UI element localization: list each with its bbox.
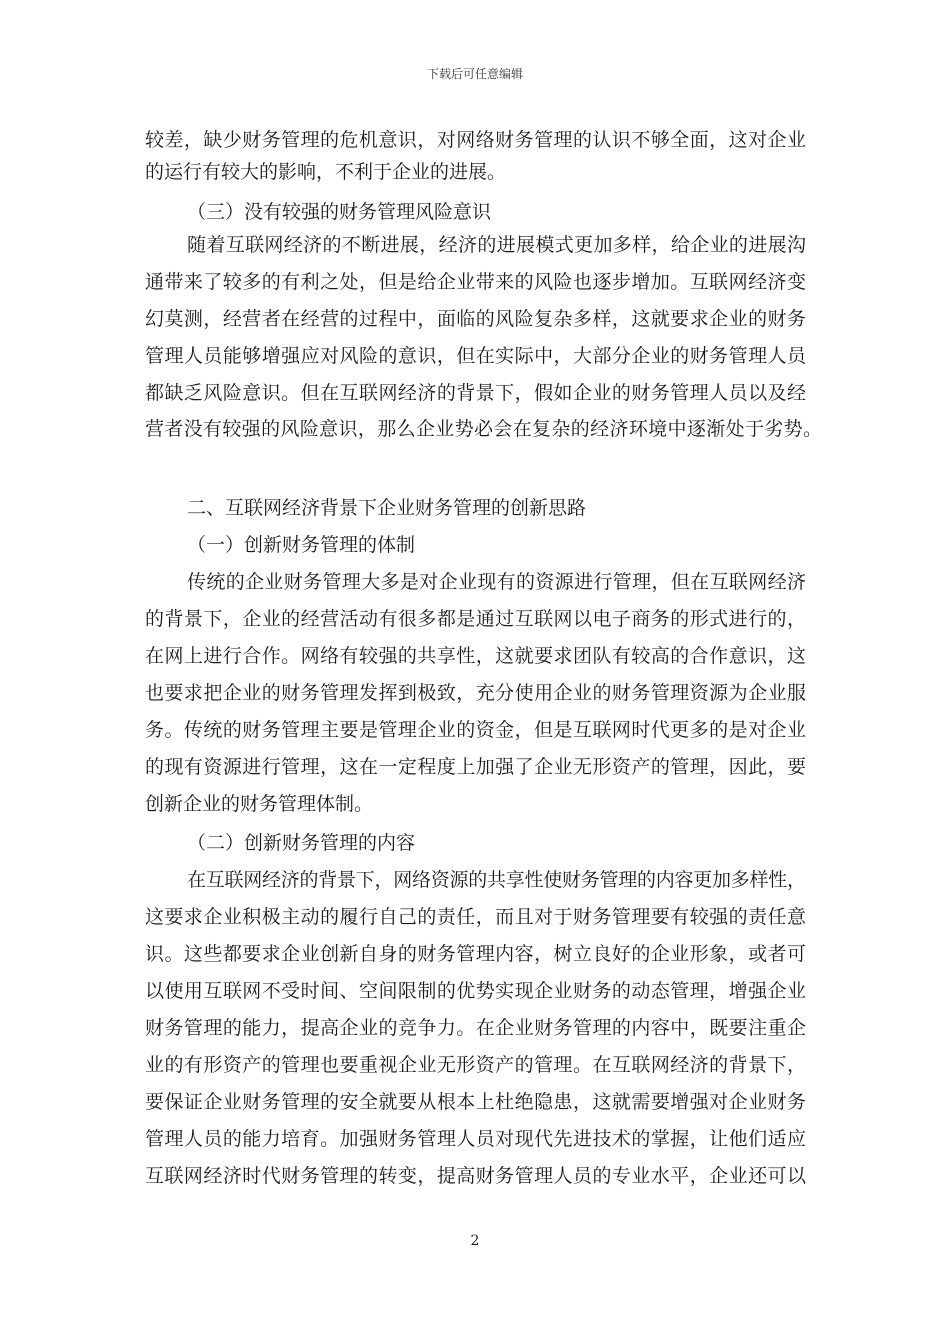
- text-line: 识。这些都要求企业创新自身的财务管理内容，树立良好的企业形象，或者可: [145, 943, 807, 965]
- text-line: 的背景下，企业的经营活动有很多都是通过互联网以电子商务的形式进行的，: [145, 608, 807, 630]
- text-line: 务。传统的财务管理主要是管理企业的资金，但是互联网时代更多的是对企业: [145, 719, 807, 741]
- text-line: 较差，缺少财务管理的危机意识，对网络财务管理的认识不够全面，这对企业: [145, 129, 807, 151]
- text-line: 管理人员的能力培育。加强财务管理人员对现代先进技术的掌握，让他们适应: [145, 1128, 807, 1150]
- text-line: 幻莫测，经营者在经营的过程中，面临的风险复杂多样，这就要求企业的财务: [145, 308, 807, 330]
- text-line: 要保证企业财务管理的安全就要从根本上杜绝隐患，这就需要增强对企业财务: [145, 1091, 807, 1113]
- section-heading: （三）没有较强的财务管理风险意识: [187, 201, 492, 223]
- text-line: 以使用互联网不受时间、空间限制的优势实现企业财务的动态管理，增强企业: [145, 980, 807, 1002]
- text-line: 传统的企业财务管理大多是对企业现有的资源进行管理，但在互联网经济: [187, 571, 807, 593]
- text-line: 管理人员能够增强应对风险的意识，但在实际中，大部分企业的财务管理人员: [145, 345, 807, 367]
- text-line: 创新企业的财务管理体制。: [145, 793, 374, 815]
- text-line: 通带来了较多的有利之处，但是给企业带来的风险也逐步增加。互联网经济变: [145, 271, 807, 293]
- text-line: 都缺乏风险意识。但在互联网经济的背景下，假如企业的财务管理人员以及经: [145, 382, 807, 404]
- text-line: 的运行有较大的影响，不利于企业的进展。: [145, 161, 507, 183]
- text-line: 的现有资源进行管理，这在一定程度上加强了企业无形资产的管理，因此，要: [145, 756, 807, 778]
- chapter-heading: 二、互联网经济背景下企业财务管理的创新思路: [187, 497, 587, 519]
- text-line: 互联网经济时代财务管理的转变，提高财务管理人员的专业水平，企业还可以: [145, 1165, 807, 1187]
- text-line: 在网上进行合作。网络有较强的共享性，这就要求团队有较高的合作意识，这: [145, 645, 807, 667]
- text-line: 财务管理的能力，提高企业的竞争力。在企业财务管理的内容中，既要注重企: [145, 1017, 807, 1039]
- section-heading: （一）创新财务管理的体制: [187, 534, 416, 556]
- text-line: 这要求企业积极主动的履行自己的责任，而且对于财务管理要有较强的责任意: [145, 906, 807, 928]
- text-line: 在互联网经济的背景下，网络资源的共享性使财务管理的内容更加多样性，: [187, 869, 806, 891]
- section-heading: （二）创新财务管理的内容: [187, 832, 416, 854]
- text-line: 业的有形资产的管理也要重视企业无形资产的管理。在互联网经济的背景下，: [145, 1054, 807, 1076]
- text-line: 也要求把企业的财务管理发挥到极致，充分使用企业的财务管理资源为企业服: [145, 682, 807, 704]
- text-line: 随着互联网经济的不断进展，经济的进展模式更加多样，给企业的进展沟: [187, 234, 807, 256]
- page-number: 2: [470, 1233, 480, 1249]
- page-header: 下载后可任意编辑: [426, 67, 523, 81]
- text-line: 营者没有较强的风险意识，那么企业势必会在复杂的经济环境中逐渐处于劣势。: [145, 418, 823, 440]
